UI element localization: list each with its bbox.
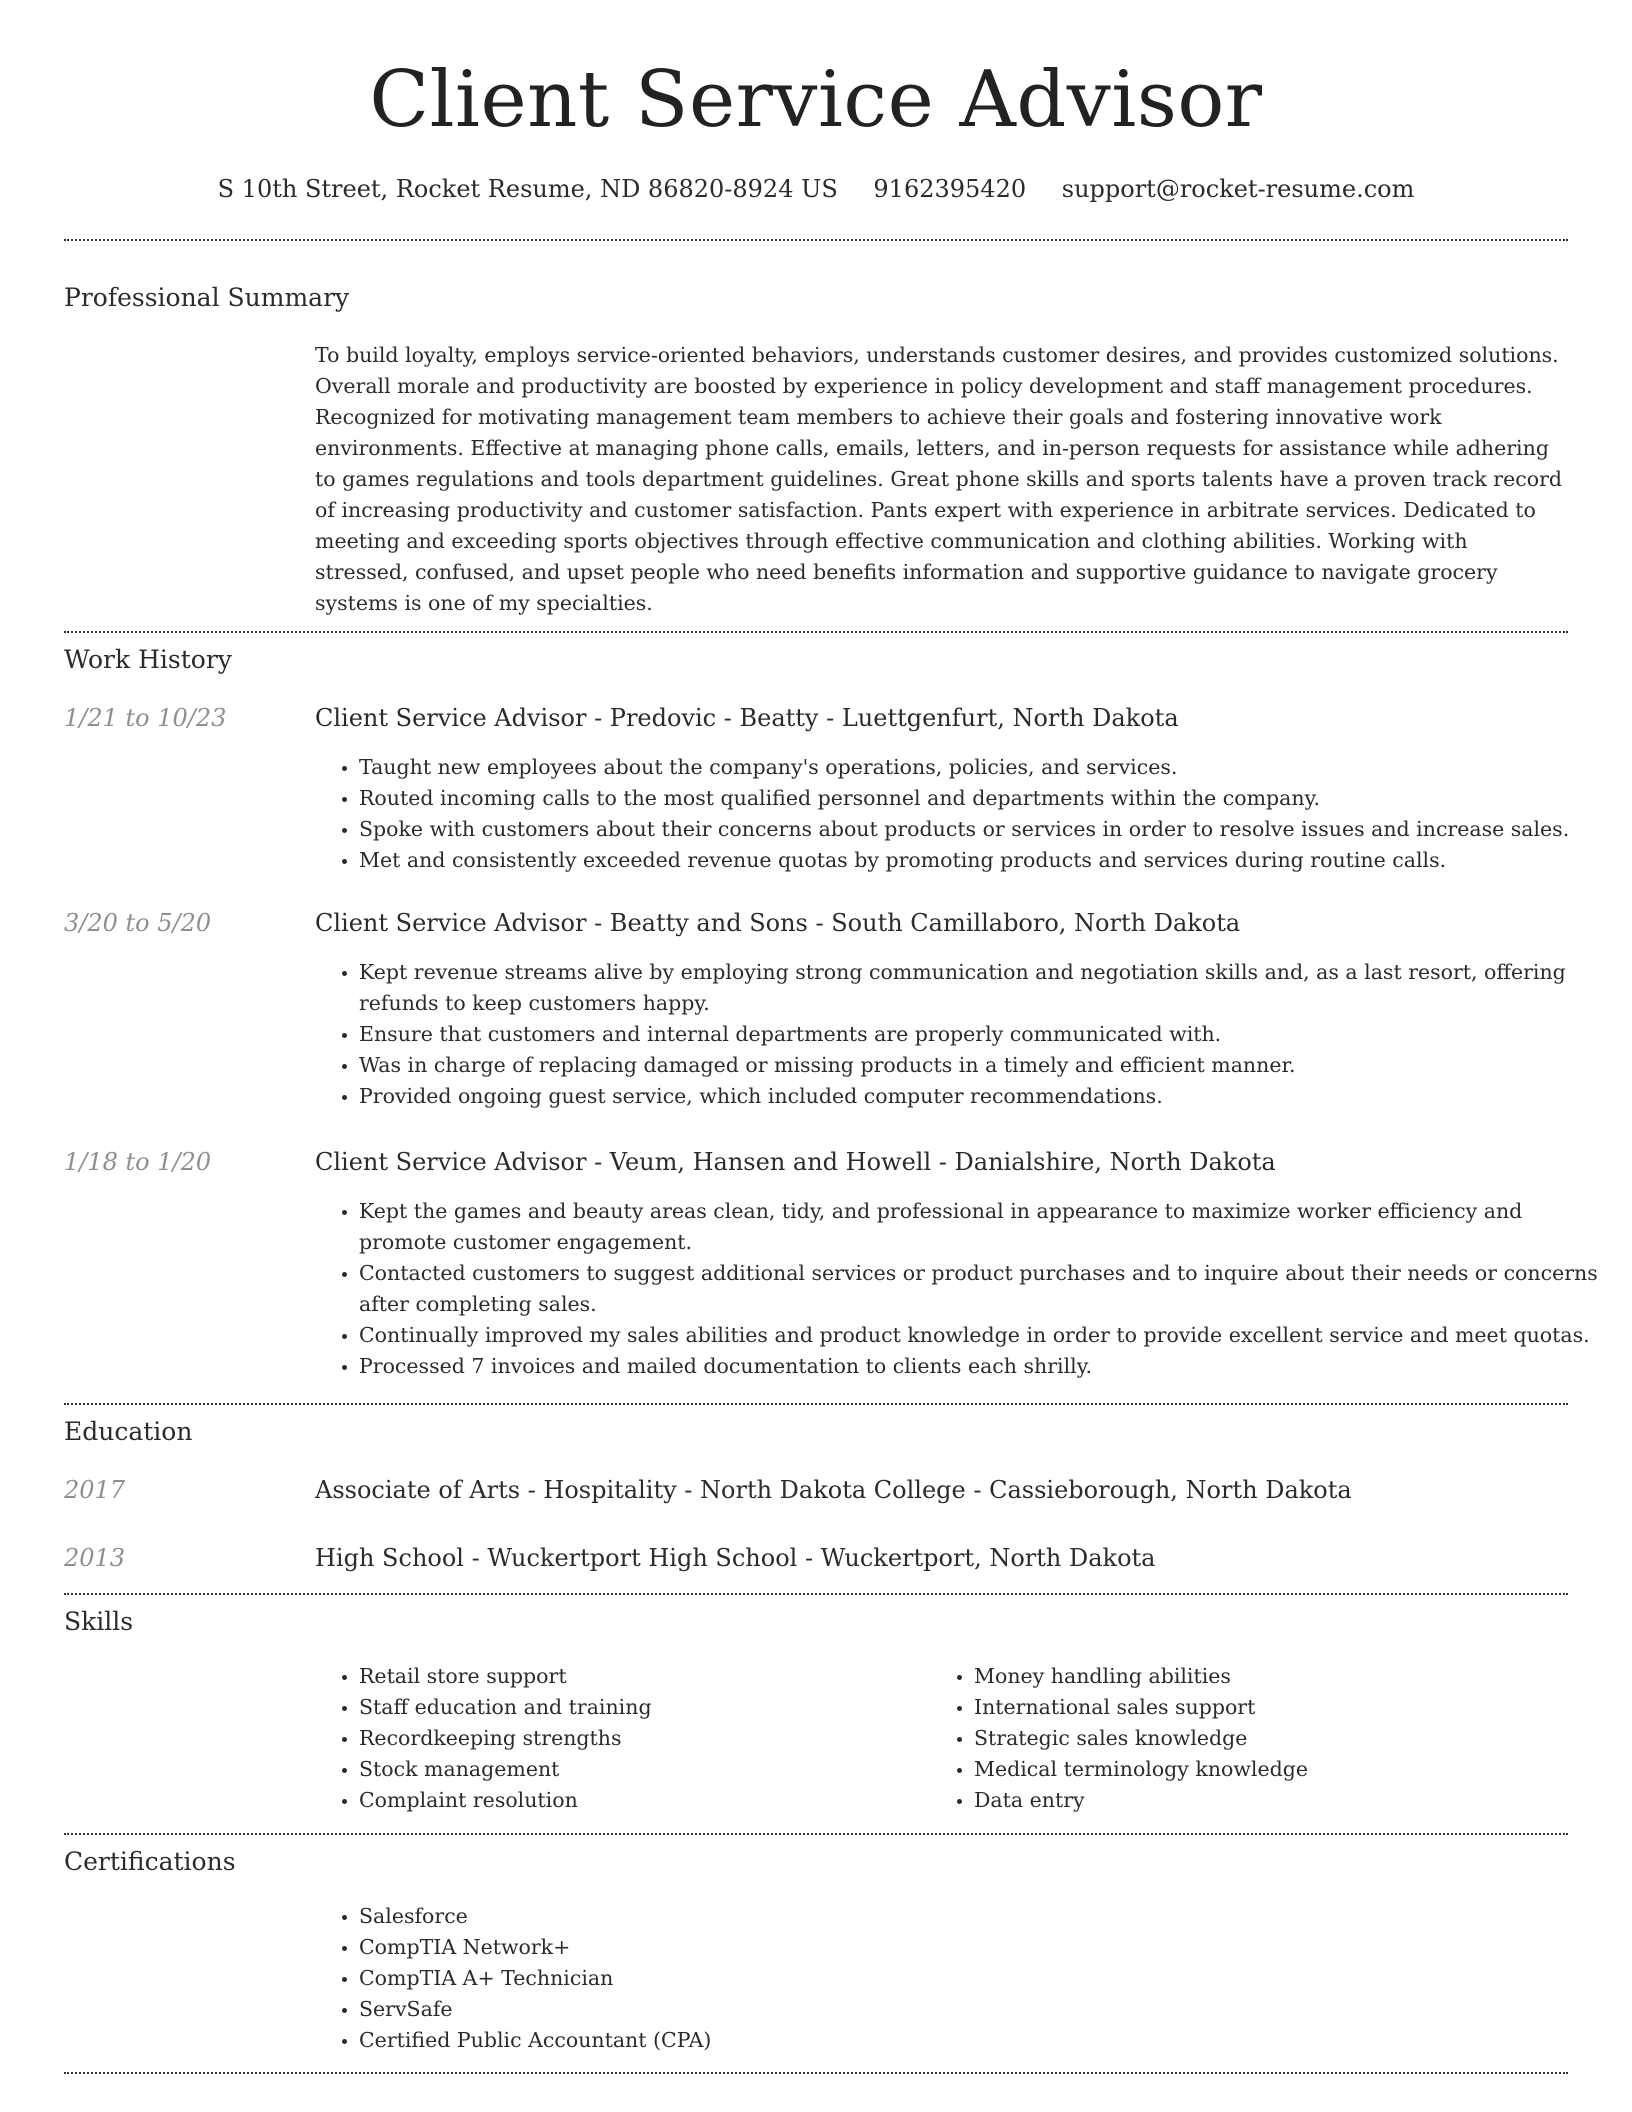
list-item: • Money handling abilities — [974, 1661, 1574, 1692]
job-bullets — [315, 957, 1609, 1112]
list-item: • International sales support — [974, 1692, 1574, 1723]
section-title-work-history: Work History — [64, 645, 232, 674]
list-item: • Processed 7 invoices and mailed documentation to clients each shrilly. — [359, 1351, 1609, 1382]
list-item: • Spoke with customers about their concerns about products or services in order to resolve issues and increase sales. — [359, 814, 1609, 845]
list-item: • Salesforce — [359, 1901, 1159, 1932]
list-item: • Stock management — [359, 1754, 919, 1785]
list-item: • ServSafe — [359, 1994, 1159, 2025]
list-item: • Medical terminology knowledge — [974, 1754, 1574, 1785]
job-dates: 3/20 to 5/20 — [64, 909, 212, 937]
list-item: • Kept revenue streams alive by employing strong communication and negotiation skills and, as a last resort, offering refunds to keep customers happy. — [359, 957, 1609, 1019]
list-item: • Data entry — [974, 1785, 1574, 1816]
contact-phone: 9162395420 — [873, 175, 1027, 203]
education-year: 2013 — [64, 1544, 126, 1572]
list-item: • Taught new employees about the company's operations, policies, and services. — [359, 752, 1609, 783]
list-item: • Kept the games and beauty areas clean, tidy, and professional in appearance to maximize worker efficiency and promote customer engagement. — [359, 1196, 1609, 1258]
section-divider — [64, 2072, 1568, 2074]
list-item: • Routed incoming calls to the most qualified personnel and departments within the company. — [359, 783, 1609, 814]
skills-list-left — [315, 1661, 919, 1816]
contact-address: S 10th Street, Rocket Resume, ND 86820-8924 US — [217, 175, 838, 203]
job-bullets — [315, 752, 1609, 876]
section-divider — [64, 631, 1568, 633]
list-item: • CompTIA Network+ — [359, 1932, 1159, 1963]
candidate-name: Client Service Advisor — [369, 55, 1263, 145]
list-item: • Strategic sales knowledge — [974, 1723, 1574, 1754]
list-item: • Retail store support — [359, 1661, 919, 1692]
job-bullets — [315, 1196, 1609, 1382]
job-dates: 1/18 to 1/20 — [64, 1148, 212, 1176]
job-heading: Client Service Advisor - Veum, Hansen and Howell - Danialshire, North Dakota — [315, 1148, 1276, 1176]
job-heading: Client Service Advisor - Predovic - Beatty - Luettgenfurt, North Dakota — [315, 704, 1179, 732]
list-item: • Certified Public Accountant (CPA) — [359, 2025, 1159, 2056]
section-divider — [64, 1403, 1568, 1405]
section-divider — [64, 239, 1568, 241]
summary-text: To build loyalty, employs service-oriented behaviors, understands customer desires, and provides customized solutions. Overall morale and productivity are boosted by experience in policy development and staff management procedures. Recognized for motivating management team members to achieve their goals and fostering innovative work environments. Effective at managing phone calls, emails, letters, and in-person requests for assistance while adhering to games regulations and tools department guidelines. Great phone skills and sports talents have a proven track record of increasing productivity and customer satisfaction. Pants expert with experience in arbitrate services. Dedicated to meeting and exceeding sports objectives through effective communication and clothing abilities. Working with stressed, confused, and upset people who need benefits information and supportive guidance to navigate grocery systems is one of my specialties. — [315, 343, 1562, 615]
list-item: • Contacted customers to suggest additional services or product purchases and to inquire about their needs or concerns after completing sales. — [359, 1258, 1609, 1320]
list-item: • Continually improved my sales abilities and product knowledge in order to provide excellent service and meet quotas. — [359, 1320, 1609, 1351]
list-item: • Complaint resolution — [359, 1785, 919, 1816]
section-divider — [64, 1833, 1568, 1835]
section-title-skills: Skills — [64, 1607, 134, 1636]
contact-email[interactable]: support@rocket-resume.com — [1061, 175, 1415, 203]
list-item: • Met and consistently exceeded revenue quotas by promoting products and services during routine calls. — [359, 845, 1609, 876]
list-item: • Provided ongoing guest service, which included computer recommendations. — [359, 1081, 1609, 1112]
list-item: • Staff education and training — [359, 1692, 919, 1723]
job-heading: Client Service Advisor - Beatty and Sons - South Camillaboro, North Dakota — [315, 909, 1241, 937]
job-dates: 1/21 to 10/23 — [64, 704, 227, 732]
contact-line — [0, 172, 1632, 206]
certifications-list — [315, 1901, 1159, 2056]
education-year: 2017 — [64, 1476, 126, 1504]
list-item: • Was in charge of replacing damaged or missing products in a timely and efficient manner. — [359, 1050, 1609, 1081]
education-heading: Associate of Arts - Hospitality - North Dakota College - Cassieborough, North Dakota — [315, 1476, 1352, 1504]
skills-list-right — [930, 1661, 1574, 1816]
education-heading: High School - Wuckertport High School - Wuckertport, North Dakota — [315, 1544, 1156, 1572]
section-title-summary: Professional Summary — [64, 283, 350, 312]
section-divider — [64, 1593, 1568, 1595]
list-item: • CompTIA A+ Technician — [359, 1963, 1159, 1994]
section-title-certifications: Certifications — [64, 1847, 236, 1876]
list-item: • Ensure that customers and internal departments are properly communicated with. — [359, 1019, 1609, 1050]
section-title-education: Education — [64, 1417, 193, 1446]
list-item: • Recordkeeping strengths — [359, 1723, 919, 1754]
